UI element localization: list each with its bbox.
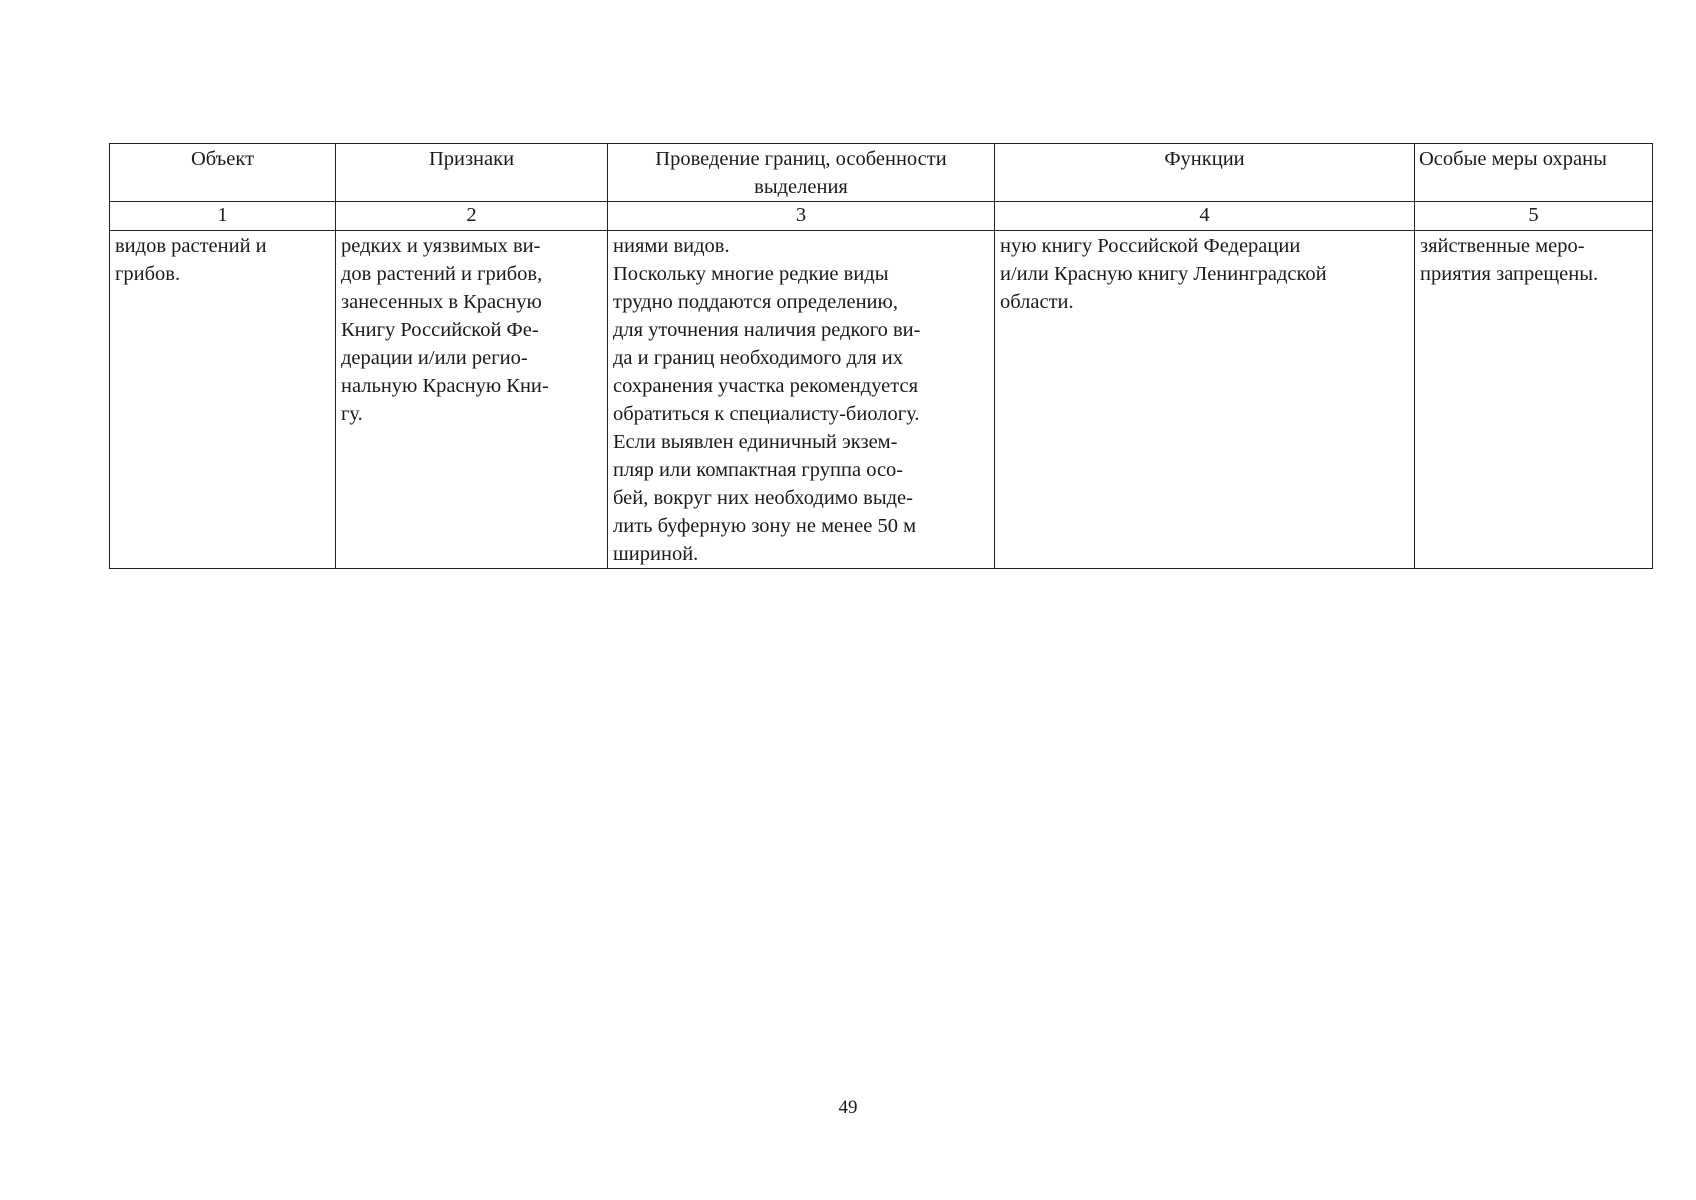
page-number: 49 bbox=[838, 1097, 858, 1118]
cell-line: пляр или компактная группа осо- bbox=[613, 459, 904, 481]
cell-line: трудно поддаются определению, bbox=[613, 291, 898, 313]
cell-line: ниями видов. bbox=[613, 235, 730, 257]
cell-line: бей, вокруг них необходимо выде- bbox=[613, 487, 913, 509]
cell-protection bbox=[1415, 231, 1653, 569]
cell-line: дов растений и грибов, bbox=[341, 263, 543, 285]
column-number: 4 bbox=[995, 202, 1415, 231]
cell-line: грибов. bbox=[115, 263, 181, 285]
column-number: 5 bbox=[1415, 202, 1653, 231]
header-boundaries: Проведение границ, особенности выделения bbox=[608, 144, 995, 202]
cell-line: лить буферную зону не менее 50 м bbox=[613, 515, 917, 537]
column-number: 3 bbox=[608, 202, 995, 231]
header-protection: Особые меры охраны bbox=[1415, 144, 1653, 202]
cell-line: зяйственные меро- bbox=[1420, 235, 1585, 257]
header-row bbox=[110, 144, 1653, 202]
cell-line: видов растений и bbox=[115, 235, 267, 257]
header-functions: Функции bbox=[995, 144, 1415, 202]
cell-line: Поскольку многие редкие виды bbox=[613, 263, 889, 285]
cell-functions bbox=[995, 231, 1415, 569]
cell-line: нальную Красную Кни- bbox=[341, 375, 549, 397]
cell-boundaries bbox=[608, 231, 995, 569]
cell-line: сохранения участка рекомендуется bbox=[613, 375, 919, 397]
cell-line: редких и уязвимых ви- bbox=[341, 235, 541, 257]
cell-features bbox=[336, 231, 608, 569]
cell-line: ную книгу Российской Федерации bbox=[1000, 235, 1301, 257]
cell-line: шириной. bbox=[613, 543, 699, 565]
header-features: Признаки bbox=[336, 144, 608, 202]
cell-line: приятия запрещены. bbox=[1420, 263, 1599, 285]
cell-line: и/или Красную книгу Ленинградской bbox=[1000, 263, 1327, 285]
cell-line: занесенных в Красную bbox=[341, 291, 542, 313]
cell-line: обратиться к специалисту-биологу. bbox=[613, 403, 920, 425]
column-number: 1 bbox=[110, 202, 336, 231]
column-number-row bbox=[110, 202, 1653, 231]
cell-line: для уточнения наличия редкого ви- bbox=[613, 319, 921, 341]
document-table bbox=[109, 143, 1653, 569]
cell-object bbox=[110, 231, 336, 569]
table-row bbox=[110, 231, 1653, 569]
column-number: 2 bbox=[336, 202, 608, 231]
cell-line: Если выявлен единичный экзем- bbox=[613, 431, 898, 453]
cell-line: Книгу Российской Фе- bbox=[341, 319, 539, 341]
cell-line: да и границ необходимого для их bbox=[613, 347, 903, 369]
cell-line: области. bbox=[1000, 291, 1074, 313]
cell-line: гу. bbox=[341, 403, 363, 425]
header-object: Объект bbox=[110, 144, 336, 202]
cell-line: дерации и/или регио- bbox=[341, 347, 528, 369]
